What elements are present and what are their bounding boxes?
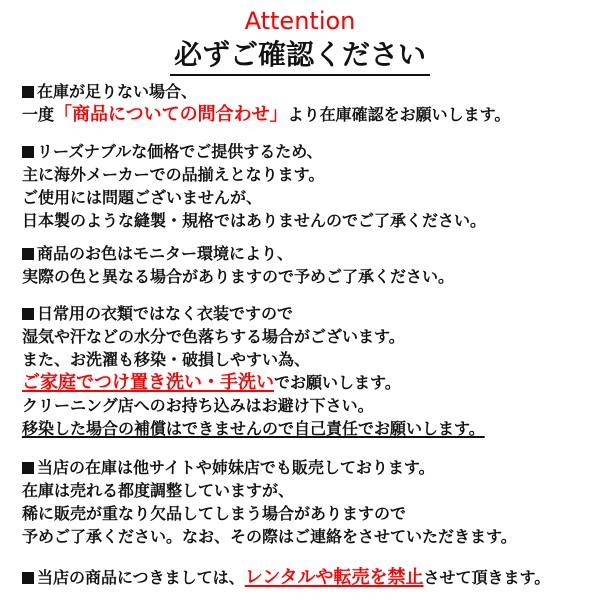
highlight-inquiry: 「商品についての問合わせ」 (54, 104, 288, 125)
line (22, 479, 598, 502)
line (22, 325, 598, 348)
line-text: 予めご了承ください。なお、その際はご連絡をさせていただきます。 (22, 527, 517, 546)
square-bullet-icon (22, 308, 34, 320)
line-text: 移染した場合の補償はできませんので自己責任でお願いします。 (22, 419, 485, 438)
line (22, 209, 598, 232)
square-bullet-icon (22, 248, 34, 260)
square-bullet-icon (22, 462, 34, 474)
line (22, 242, 598, 265)
title-japanese (0, 38, 600, 76)
square-bullet-icon (22, 86, 34, 98)
line (22, 456, 598, 479)
line-text: リーズナブルな価格でご提供するため、 (37, 142, 323, 161)
highlight-hand-wash: ご家庭でつけ置き洗い・手洗い (22, 372, 274, 393)
line-text: でお願いします。 (274, 373, 401, 392)
line-text: 日本製のような縫製・規格ではありませんのでご了承ください。 (22, 211, 487, 230)
line (22, 566, 598, 589)
square-bullet-icon (22, 572, 34, 584)
section-stock-inquiry (22, 80, 598, 126)
line (22, 103, 598, 126)
line-text: 在庫は売れる都度調整していますが、 (22, 481, 295, 500)
section-resale-prohibited (22, 566, 598, 589)
highlight-resale-prohibited: レンタルや転売を禁止 (244, 567, 424, 588)
line (22, 417, 598, 440)
line-text: 当店の在庫は他サイトや姉妹店でも販売しております。 (37, 458, 435, 477)
line-text: 商品のお色はモニター環境により、 (37, 244, 294, 263)
line-text: 在庫が足りない場合、 (37, 82, 198, 101)
line (22, 371, 598, 394)
line-text: 主に海外メーカーでの品揃えとなります。 (22, 165, 325, 184)
square-bullet-icon (22, 146, 34, 158)
line-text: させて頂きます。 (423, 568, 551, 587)
line (22, 265, 598, 288)
line-text: 稀に販売が重なり欠品してしまう場合がありますので (22, 504, 407, 523)
line-text: より在庫確認をお願いします。 (287, 105, 511, 124)
section-washing-care (22, 302, 598, 440)
line (22, 302, 598, 325)
title-english: Attention (244, 7, 356, 35)
line (22, 163, 598, 186)
line (22, 525, 598, 548)
line-text: 湿気や汗などの水分で色落ちする場合がございます。 (22, 327, 405, 346)
line-text: 一度 (22, 105, 55, 124)
section-overseas-products (22, 140, 598, 232)
line-text: 実際の色と異なる場合がありますので予めご了承ください。 (22, 267, 455, 286)
line (22, 348, 598, 371)
line (22, 186, 598, 209)
section-shared-stock (22, 456, 598, 548)
section-color-notice (22, 242, 598, 288)
line-text: また、お洗濯も移染・破損しやすい為、 (22, 350, 311, 369)
line (22, 502, 598, 525)
line-text: 日常用の衣類ではなく衣装ですので (37, 304, 294, 323)
line-text: 当店の商品につきましては、 (37, 568, 245, 587)
line (22, 394, 598, 417)
line-text: クリーニング店へのお持ち込みはお避け下さい。 (22, 396, 374, 415)
line (22, 140, 598, 163)
line-text: ご使用には問題ございませんが、 (22, 188, 263, 207)
line (22, 80, 598, 103)
title-japanese-text: 必ずご確認ください (170, 38, 430, 76)
